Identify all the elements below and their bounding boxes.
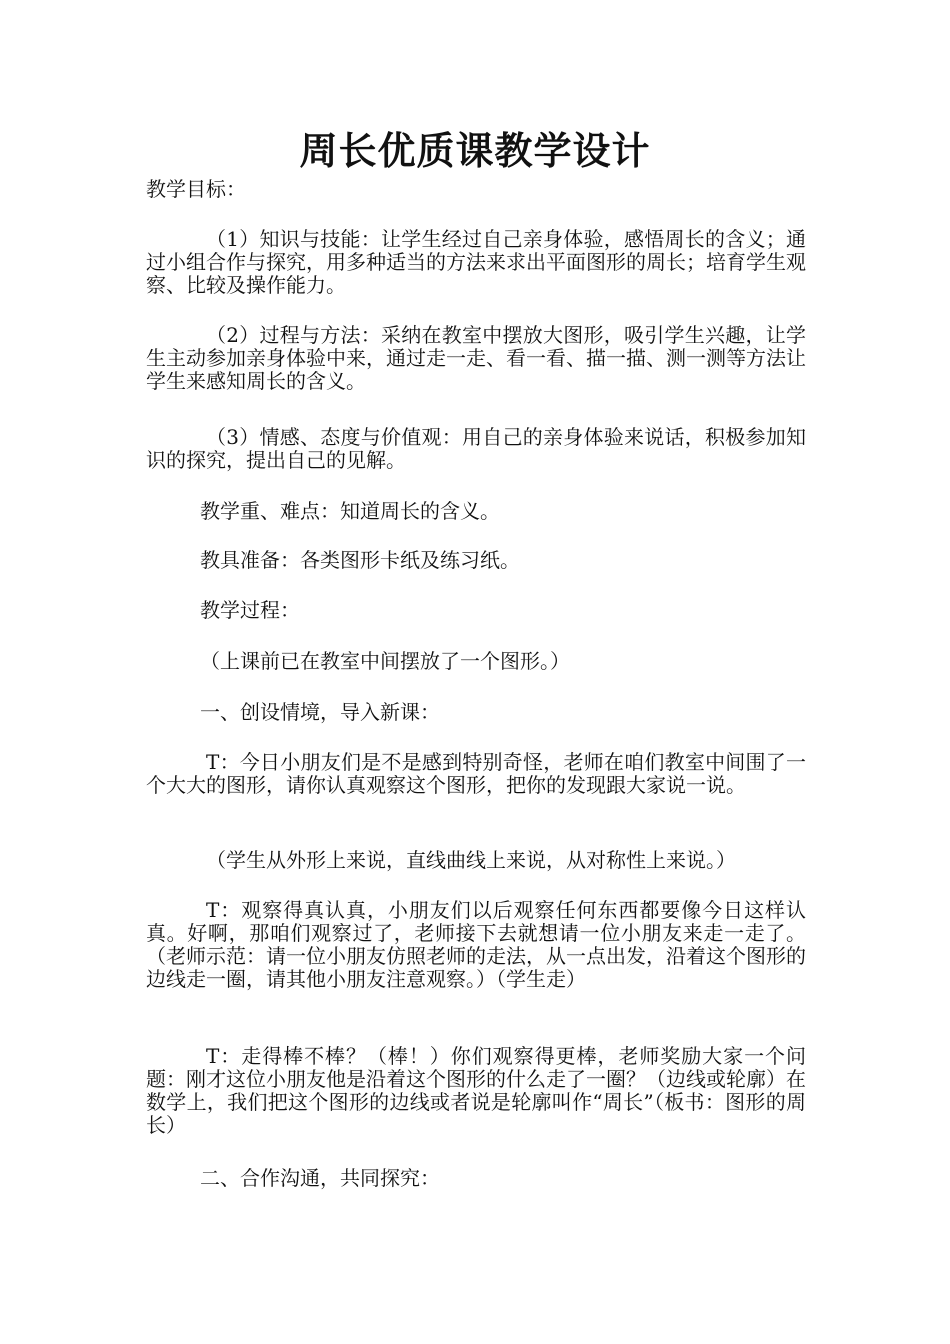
paragraph-objective-3: （3）情感、态度与价值观：用自己的亲身体验来说话，积极参加知识的探究，提出自己的见解。 [146,425,806,472]
paragraph-key-points: 教学重、难点：知道周长的含义。 [200,499,500,523]
paragraph-teacher-3: T：走得棒不棒？（棒！）你们观察得更棒，老师奖励大家一个问题：刚才这位小朋友他是沿着这个图形的什么走了一圈？（边线或轮廓）在数学上，我们把这个图形的边线或者说是轮廓叫作“周长”（板书：图形的周长） [146,1044,806,1137]
section-heading-objectives: 教学目标： [146,177,246,201]
paragraph-teacher-1: T：今日小朋友们是不是感到特别奇怪，老师在咱们教室中间围了一个大大的图形，请你认真观察这个图形，把你的发现跟大家说一说。 [146,750,806,797]
paragraph-objective-2: （2）过程与方法：采纳在教室中摆放大图形，吸引学生兴趣，让学生主动参加亲身体验中来，通过走一走、看一看、描一描、测一测等方法让学生来感知周长的含义。 [146,323,806,393]
paragraph-teacher-2: T：观察得真认真，小朋友们以后观察任何东西都要像今日这样认真。好啊，那咱们观察过了，老师接下去就想请一位小朋友来走一走了。（老师示范：请一位小朋友仿照老师的走法，从一点出发，沿着这个图形的边线走一圈，请其他小朋友注意观察。）（学生走） [146,898,806,991]
paragraph-pre-class-note: （上课前已在教室中间摆放了一个图形。） [200,649,570,673]
paragraph-teaching-aids: 教具准备：各类图形卡纸及练习纸。 [200,548,520,572]
paragraph-student-response: （学生从外形上来说，直线曲线上来说，从对称性上来说。） [206,848,736,872]
paragraph-section-one: 一、创设情境，导入新课： [200,700,440,724]
paragraph-section-two: 二、合作沟通，共同探究： [200,1166,440,1190]
document-title: 周长优质课教学设计 [299,128,651,173]
paragraph-objective-1: （1）知识与技能：让学生经过自己亲身体验，感悟周长的含义；通过小组合作与探究，用多种适当的方法来求出平面图形的周长；培育学生观察、比较及操作能力。 [146,227,806,297]
paragraph-process-heading: 教学过程： [200,598,300,622]
